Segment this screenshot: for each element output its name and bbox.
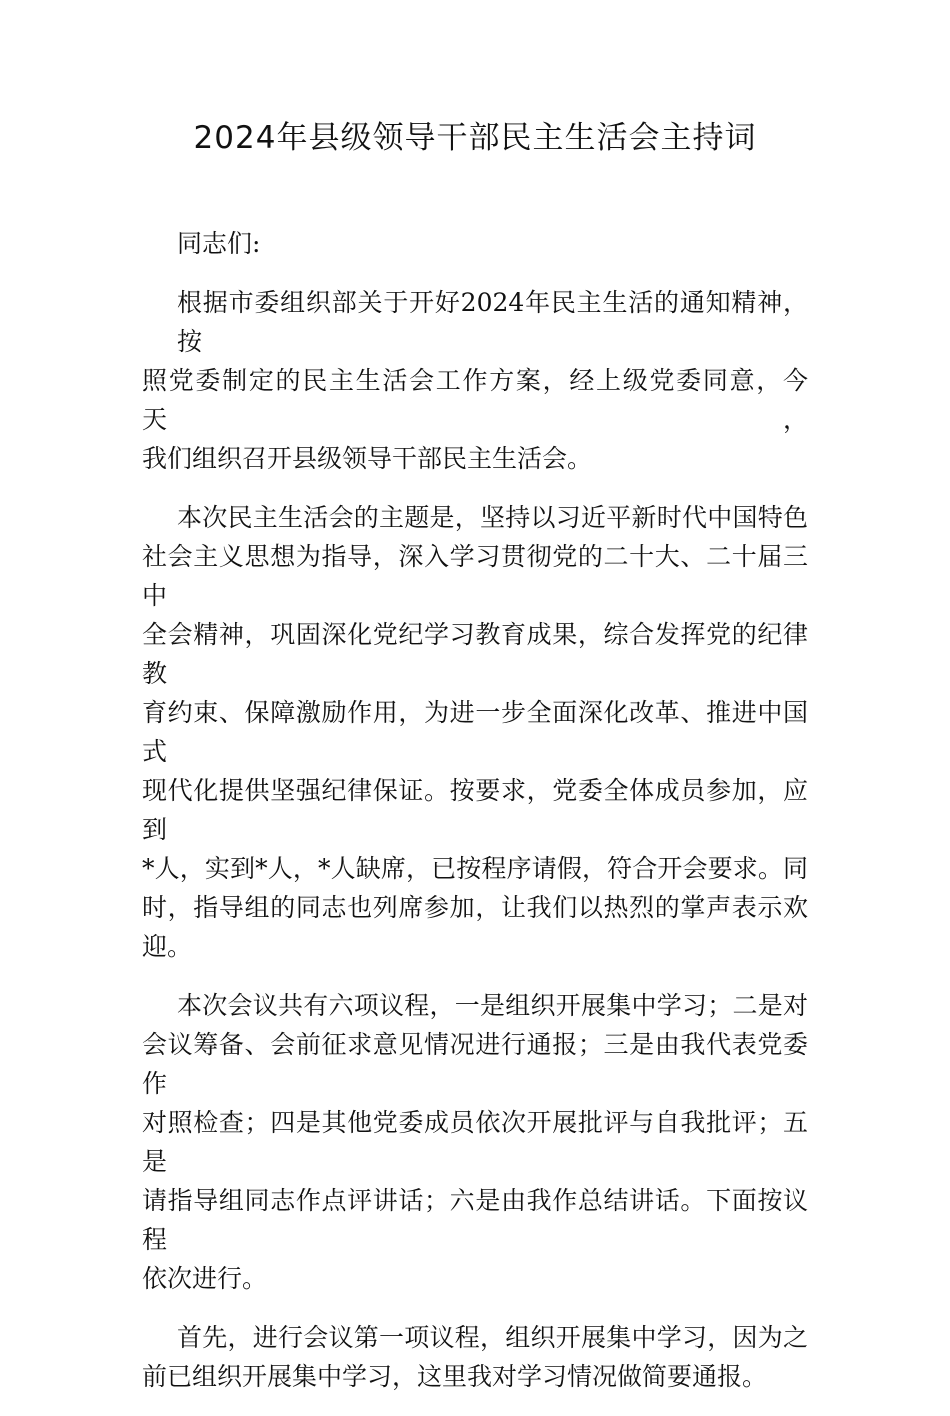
paragraph-line: 迎。 — [142, 932, 193, 961]
paragraph-line: 育约束、保障激励作用，为进一步全面深化改革、推进中国式 — [142, 698, 808, 766]
paragraph-line: 首先，进行会议第一项议程，组织开展集中学习，因为之 — [177, 1323, 808, 1352]
document-title: 2024年县级领导干部民主生活会主持词 — [193, 120, 757, 156]
paragraph-line: 依次进行。 — [142, 1264, 268, 1293]
paragraph-line: 请指导组同志作点评讲话；六是由我作总结讲话。下面按议程 — [142, 1186, 808, 1254]
paragraph-line: 现代化提供坚强纪律保证。按要求，党委全体成员参加，应到 — [142, 776, 808, 844]
paragraph-line: 我们组织召开县级领导干部民主生活会。 — [142, 444, 593, 473]
paragraph — [142, 498, 808, 966]
paragraph-line: *人，实到*人，*人缺席，已按程序请假，符合开会要求。同 — [142, 854, 808, 883]
paragraph-line: 会议筹备、会前征求意见情况进行通报；三是由我代表党委作 — [142, 1030, 808, 1098]
paragraph-line: 本次民主生活会的主题是，坚持以习近平新时代中国特色 — [177, 503, 808, 532]
paragraph — [142, 986, 808, 1298]
paragraph-line: 时，指导组的同志也列席参加，让我们以热烈的掌声表示欢 — [142, 893, 808, 922]
paragraph-line: 根据市委组织部关于开好2024年民主生活的通知精神，按 — [177, 288, 808, 356]
paragraph-line: 全会精神，巩固深化党纪学习教育成果，综合发挥党的纪律教 — [142, 620, 808, 688]
paragraph-line: 前已组织开展集中学习，这里我对学习情况做简要通报。 — [142, 1362, 768, 1391]
paragraph-line: 本次会议共有六项议程，一是组织开展集中学习；二是对 — [177, 991, 808, 1020]
paragraph — [142, 224, 808, 263]
paragraph-line: 同志们: — [177, 229, 261, 258]
document-body — [142, 224, 808, 1416]
paragraph-line: 社会主义思想为指导，深入学习贯彻党的二十大、二十届三中 — [142, 542, 808, 610]
paragraph — [142, 283, 808, 478]
paragraph-line: 照党委制定的民主生活会工作方案，经上级党委同意，今天， — [142, 366, 808, 434]
paragraph — [142, 1318, 808, 1396]
paragraph-line: 对照检查；四是其他党委成员依次开展批评与自我批评；五是 — [142, 1108, 808, 1176]
